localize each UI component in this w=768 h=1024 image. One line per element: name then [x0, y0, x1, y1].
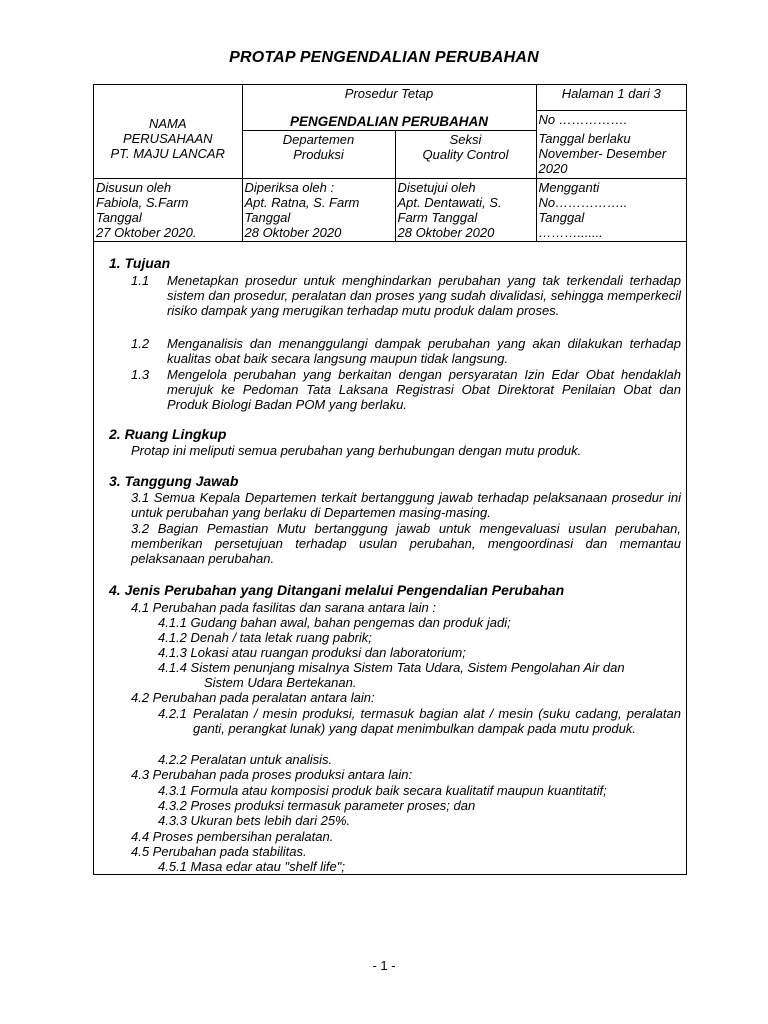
- section-3-title: 3. Tanggung Jawab: [109, 473, 239, 489]
- item-3-2-text: 3.2 Bagian Pemastian Mutu bertanggung jawab untuk mengevaluasi usulan perubahan, memberikan persetujuan terhadap usulan perubahan, mengoordinasi dan memantau pelaksanaan perubahan.: [131, 521, 681, 566]
- item-4-5-1: 4.5.1 Masa edar atau "shelf life";: [158, 859, 346, 874]
- approved-name: Apt. Dentawati, S.: [397, 195, 502, 210]
- item-1-1-text: Menetapkan prosedur untuk menghindarkan perubahan yang tak terkendali terhadap sistem dan prosedur, peralatan dan proses yang sudah divalidasi, sehingga memperkecil risiko dampak yang merugikan terhadap mutu produk dalam proses.: [167, 273, 681, 318]
- page-number: - 1 -: [372, 958, 396, 973]
- item-4-3-2: 4.3.2 Proses produksi termasuk parameter proses; dan: [158, 798, 476, 813]
- company-cell: [94, 85, 242, 179]
- checked-date-label: Tanggal: [244, 210, 291, 225]
- item-4-3-1: 4.3.1 Formula atau komposisi produk baik secara kualitatif maupun kuantitatif;: [158, 783, 607, 798]
- company-label-1: NAMA: [148, 115, 187, 131]
- valid-label: Tanggal berlaku: [538, 130, 631, 146]
- section-2-title: 2. Ruang Lingkup: [109, 426, 227, 442]
- procedure-title: PENGENDALIAN PERUBAHAN: [242, 110, 536, 131]
- checked-cell: [242, 179, 395, 242]
- item-4-4: 4.4 Proses pembersihan peralatan.: [131, 829, 334, 844]
- item-1-2-text: Menganalisis dan menanggulangi dampak perubahan yang akan dilakukan terhadap kualitas obat baik secara langsung maupun tidak langsung.: [167, 336, 681, 366]
- section-2-text: Protap ini meliputi semua perubahan yang berhubungan dengan mutu produk.: [131, 443, 582, 458]
- replace-date-label: Tanggal: [538, 210, 585, 225]
- section-label: Seksi: [449, 132, 482, 147]
- prepared-name: Fabiola, S.Farm: [96, 195, 189, 210]
- item-4-1: 4.1 Perubahan pada fasilitas dan sarana antara lain :: [131, 600, 436, 615]
- replace-no: No……………..: [538, 195, 628, 210]
- replace-date: ……….......: [538, 225, 603, 240]
- department-label: Departemen: [282, 132, 355, 147]
- page-info: Halaman 1 dari 3: [536, 85, 686, 110]
- item-4-1-3: 4.1.3 Lokasi atau ruangan produksi dan laboratorium;: [158, 645, 466, 660]
- replace-cell: [536, 179, 686, 242]
- item-4-1-1: 4.1.1 Gudang bahan awal, bahan pengemas dan produk jadi;: [158, 615, 511, 630]
- item-3-1-text: 3.1 Semua Kepala Departemen terkait bertanggung jawab terhadap pelaksanaan prosedur ini untuk perubahan yang berlaku di Departemen masing-masing.: [131, 490, 681, 520]
- prepared-date: 27 Oktober 2020.: [96, 225, 197, 240]
- doc-no-cell: [536, 110, 686, 179]
- approved-name-2: Farm Tanggal: [397, 210, 478, 225]
- prepared-cell: [94, 179, 242, 242]
- document-title: PROTAP PENGENDALIAN PERUBAHAN: [229, 49, 539, 66]
- prepared-label: Disusun oleh: [96, 180, 172, 195]
- item-4-2: 4.2 Perubahan pada peralatan antara lain:: [131, 690, 375, 705]
- item-4-1-4-cont: Sistem Udara Bertekanan.: [204, 675, 357, 690]
- department-value: Produksi: [293, 147, 344, 162]
- doc-no: No …………….: [538, 111, 628, 127]
- item-4-3-3: 4.3.3 Ukuran bets lebih dari 25%.: [158, 813, 351, 828]
- item-1-2-number: 1.2: [131, 336, 150, 351]
- approved-date: 28 Oktober 2020: [397, 225, 495, 240]
- item-4-2-2: 4.2.2 Peralatan untuk analisis.: [158, 752, 333, 767]
- valid-value-2: 2020: [538, 160, 568, 176]
- header-table: [94, 85, 686, 242]
- section-value: Quality Control: [422, 147, 509, 162]
- item-4-1-4: 4.1.4 Sistem penunjang misalnya Sistem Tata Udara, Sistem Pengolahan Air dan: [158, 660, 625, 675]
- item-4-2-1-number: 4.2.1: [158, 706, 187, 721]
- prepared-date-label: Tanggal: [96, 210, 142, 225]
- approved-label: Disetujui oleh: [397, 180, 476, 195]
- company-name: PT. MAJU LANCAR: [110, 145, 225, 161]
- approved-cell: [395, 179, 536, 242]
- checked-date: 28 Oktober 2020: [244, 225, 342, 240]
- replace-label: Mengganti: [538, 180, 600, 195]
- checked-label: Diperiksa oleh :: [244, 180, 335, 195]
- valid-value-1: November- Desember: [538, 145, 667, 161]
- item-4-2-1-text: Peralatan / mesin produksi, termasuk bagian alat / mesin (suku cadang, peralatan ganti, perangkat lunak) yang dapat menimbulkan dampak pada mutu produk.: [193, 706, 681, 736]
- section-cell: [395, 131, 536, 179]
- item-4-5: 4.5 Perubahan pada stabilitas.: [131, 844, 307, 859]
- item-1-3-number: 1.3: [131, 367, 150, 382]
- procedure-label: Prosedur Tetap: [242, 85, 536, 110]
- checked-name: Apt. Ratna, S. Farm: [244, 195, 360, 210]
- department-cell: [242, 131, 395, 179]
- company-label-2: PERUSAHAAN: [122, 130, 213, 146]
- section-4-title: 4. Jenis Perubahan yang Ditangani melalui Pengendalian Perubahan: [109, 582, 565, 598]
- item-4-3: 4.3 Perubahan pada proses produksi antara lain:: [131, 767, 413, 782]
- section-1-title: 1. Tujuan: [109, 255, 171, 271]
- item-4-1-2: 4.1.2 Denah / tata letak ruang pabrik;: [158, 630, 372, 645]
- item-1-1-number: 1.1: [131, 273, 150, 288]
- item-1-3-text: Mengelola perubahan yang berkaitan dengan persyaratan Izin Edar Obat hendaklah merujuk ke Pedoman Tata Laksana Registrasi Obat Direktorat Penilaian Obat dan Produk Biologi Badan POM yang berlaku.: [167, 367, 681, 412]
- document-frame: [93, 84, 687, 875]
